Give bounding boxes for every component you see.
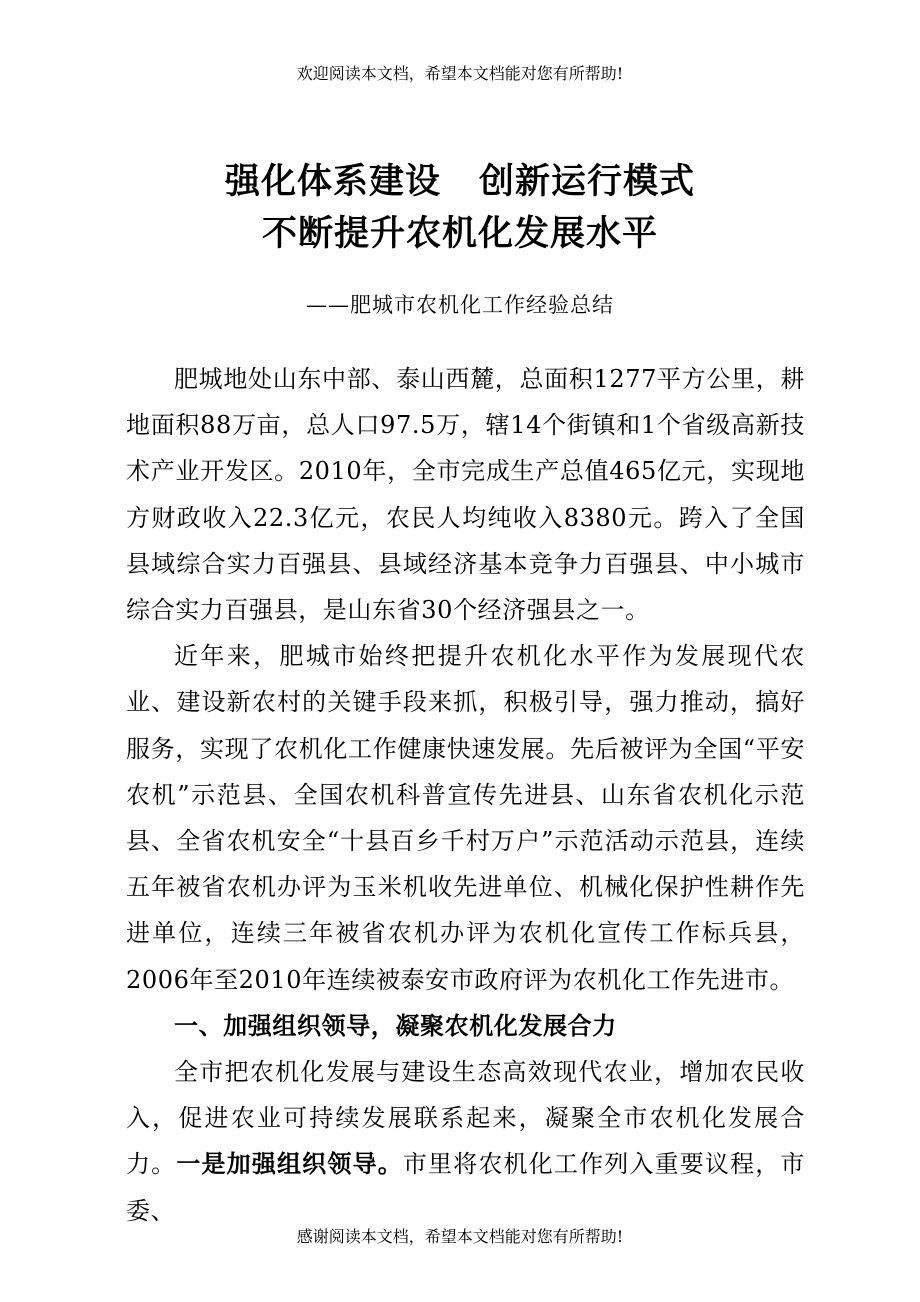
title-part-2: 创新运行模式 — [479, 162, 696, 202]
footer-note: 感谢阅读本文档，希望本文档能对您有所帮助! — [296, 1227, 624, 1246]
section-1-text: 全市把农机化发展与建设生态高效现代农业，增加农民收入，促进农业可持续发展联系起来，凝聚全市农机化发展合力。 — [126, 1058, 805, 1179]
header-note: 欢迎阅读本文档，希望本文档能对您有所帮助! — [296, 64, 624, 83]
section-heading-1: 一、加强组织领导，凝聚农机化发展合力 — [174, 1011, 617, 1040]
paragraph-intro: 肥城地处山东中部、泰山西麓，总面积1277平方公里，耕地面积88万亩，总人口97.5万，辖14个街镇和1个省级高新技术产业开发区。2010年，全市完成生产总值465亿元，实现地方财政收入22.3亿元，农民人均纯收入8380元。跨入了全国县域综合实力百强县、县域经济基本竞争力百强县、中小城市综合实力百强县，是山东省30个经济强县之一。 — [126, 365, 805, 625]
paragraph-achievements: 近年来，肥城市始终把提升农机化水平作为发展现代农业、建设新农村的关键手段来抓，积极引导，强力推动，搞好服务，实现了农机化工作健康快速发展。先后被评为全国“平安农机”示范县、全国农机科普宣传先进县、山东省农机化示范县、全省农机安全“十县百乡千村万户”示范活动示范县，连续五年被省农机办评为玉米机收先进单位、机械化保护性耕作先进单位，连续三年被省农机办评为农机化宣传工作标兵县，2006年至2010年连续被泰安市政府评为农机化工作先进市。 — [126, 642, 805, 994]
title-part-1: 强化体系建设 — [224, 162, 441, 202]
title-line-2: 不断提升农机化发展水平 — [261, 214, 658, 254]
subtitle: ——肥城市农机化工作经验总结 — [306, 293, 614, 317]
section-1-lead: 一是加强组织领导。 — [176, 1150, 403, 1179]
section-1-continuation: 市里将农机化工作列入重要议程，市委、 — [126, 1150, 806, 1225]
section-1-paragraph — [126, 1049, 805, 1234]
body-text — [126, 356, 805, 1234]
title-line-1 — [0, 156, 920, 208]
